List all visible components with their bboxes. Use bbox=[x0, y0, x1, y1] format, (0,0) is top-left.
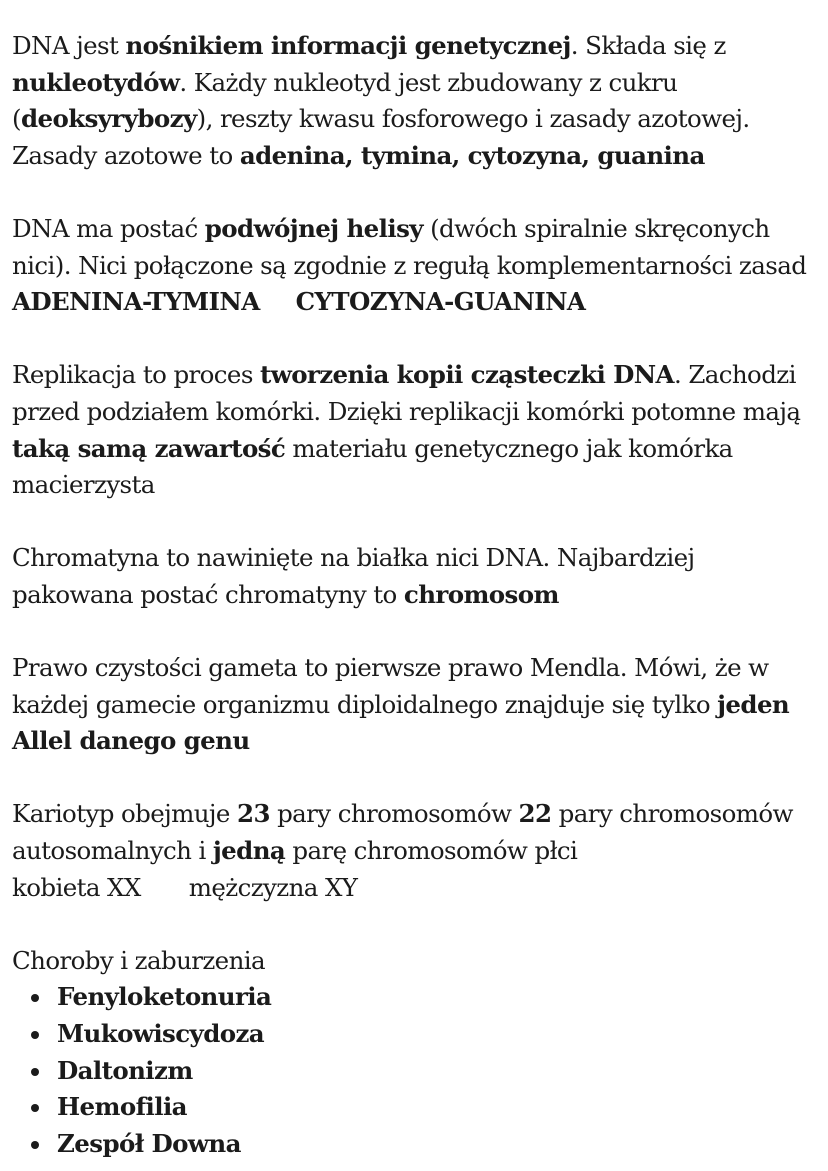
bold-term: deoksyrybozy bbox=[20, 104, 197, 134]
text-span: . Każdy nukleotyd jest zbudowany z cukru ( bbox=[12, 67, 678, 134]
bullet-icon bbox=[31, 1031, 39, 1039]
text-span: (dwóch spiralnie skręconych nici). Nici połączone są zgodnie z regułą komplementarności zasad bbox=[12, 213, 807, 280]
text-span: Replikacja to proces bbox=[12, 360, 260, 390]
bullet-icon bbox=[31, 1104, 39, 1112]
list-item bbox=[12, 1016, 818, 1053]
bold-number: 23 bbox=[237, 799, 270, 829]
disease-name: Fenyloketonuria bbox=[57, 982, 272, 1012]
bold-term: taką samą zawartość bbox=[12, 433, 286, 463]
bold-term: jeden Allel danego genu bbox=[12, 689, 790, 756]
disease-name: Hemofilia bbox=[57, 1092, 187, 1122]
list-item bbox=[12, 1126, 818, 1163]
list-item bbox=[12, 1053, 818, 1090]
text-span: DNA ma postać bbox=[12, 213, 205, 243]
bold-term: nukleotydów bbox=[12, 67, 180, 97]
bold-term: chromosom bbox=[403, 579, 559, 609]
bullet-icon bbox=[31, 994, 39, 1002]
list-item bbox=[12, 1089, 818, 1126]
paragraph-chromatin bbox=[12, 540, 818, 613]
text-span: Prawo czystości gameta to pierwsze prawo Mendla. Mówi, że w każdej gamecie organizmu diploidalnego znajduje się tylko bbox=[12, 653, 769, 719]
document-body bbox=[12, 28, 818, 1162]
text-span: DNA jest bbox=[12, 31, 126, 60]
bold-term: tworzenia kopii cząsteczki DNA bbox=[259, 360, 674, 390]
disease-name: Daltonizm bbox=[57, 1055, 193, 1085]
bold-term: jedną bbox=[212, 836, 286, 866]
disease-name: Mukowiscydoza bbox=[57, 1019, 265, 1049]
diseases-section bbox=[12, 943, 818, 1163]
base-pair-cg: CYTOZYNA-GUANINA bbox=[295, 287, 586, 317]
list-item bbox=[12, 979, 818, 1016]
bold-term: adenina, tymina, cytozyna, guanina bbox=[239, 140, 705, 170]
bold-term: podwójnej helisy bbox=[204, 213, 423, 243]
karyotype-female: kobieta XX bbox=[12, 872, 141, 902]
paragraph-replication bbox=[12, 357, 818, 503]
bullet-icon bbox=[31, 1068, 39, 1076]
diseases-heading: Choroby i zaburzenia bbox=[12, 945, 265, 975]
text-span: Kariotyp obejmuje bbox=[12, 799, 237, 829]
paragraph-dna bbox=[12, 28, 818, 174]
diseases-list bbox=[12, 979, 818, 1162]
bullet-icon bbox=[31, 1141, 39, 1149]
bold-number: 22 bbox=[518, 799, 552, 829]
base-pair-at: ADENINA-TYMINA bbox=[12, 287, 260, 317]
paragraph-karyotype bbox=[12, 796, 818, 906]
text-span: parę chromosomów płci bbox=[285, 836, 578, 866]
disease-name: Zespół Downa bbox=[57, 1128, 241, 1158]
bold-term: nośnikiem informacji genetycznej bbox=[125, 31, 571, 60]
text-span: materiału genetycznego jak komórka macierzysta bbox=[12, 433, 733, 500]
karyotype-male: mężczyzna XY bbox=[188, 872, 358, 902]
text-span: Chromatyna to nawinięte na białka nici DNA. Najbardziej pakowana postać chromatyny to bbox=[12, 543, 695, 609]
text-span: pary chromosomów autosomalnych i bbox=[12, 799, 793, 866]
text-span: . Zachodzi przed podziałem komórki. Dzięki replikacji komórki potomne mają bbox=[12, 360, 801, 426]
text-span: . Składa się z bbox=[570, 31, 726, 60]
text-span: pary chromosomów bbox=[269, 799, 519, 829]
text-span: ), reszty kwasu fosforowego i zasady azotowej. Zasady azotowe to bbox=[12, 104, 750, 170]
paragraph-mendel bbox=[12, 650, 818, 760]
paragraph-helix bbox=[12, 211, 818, 321]
